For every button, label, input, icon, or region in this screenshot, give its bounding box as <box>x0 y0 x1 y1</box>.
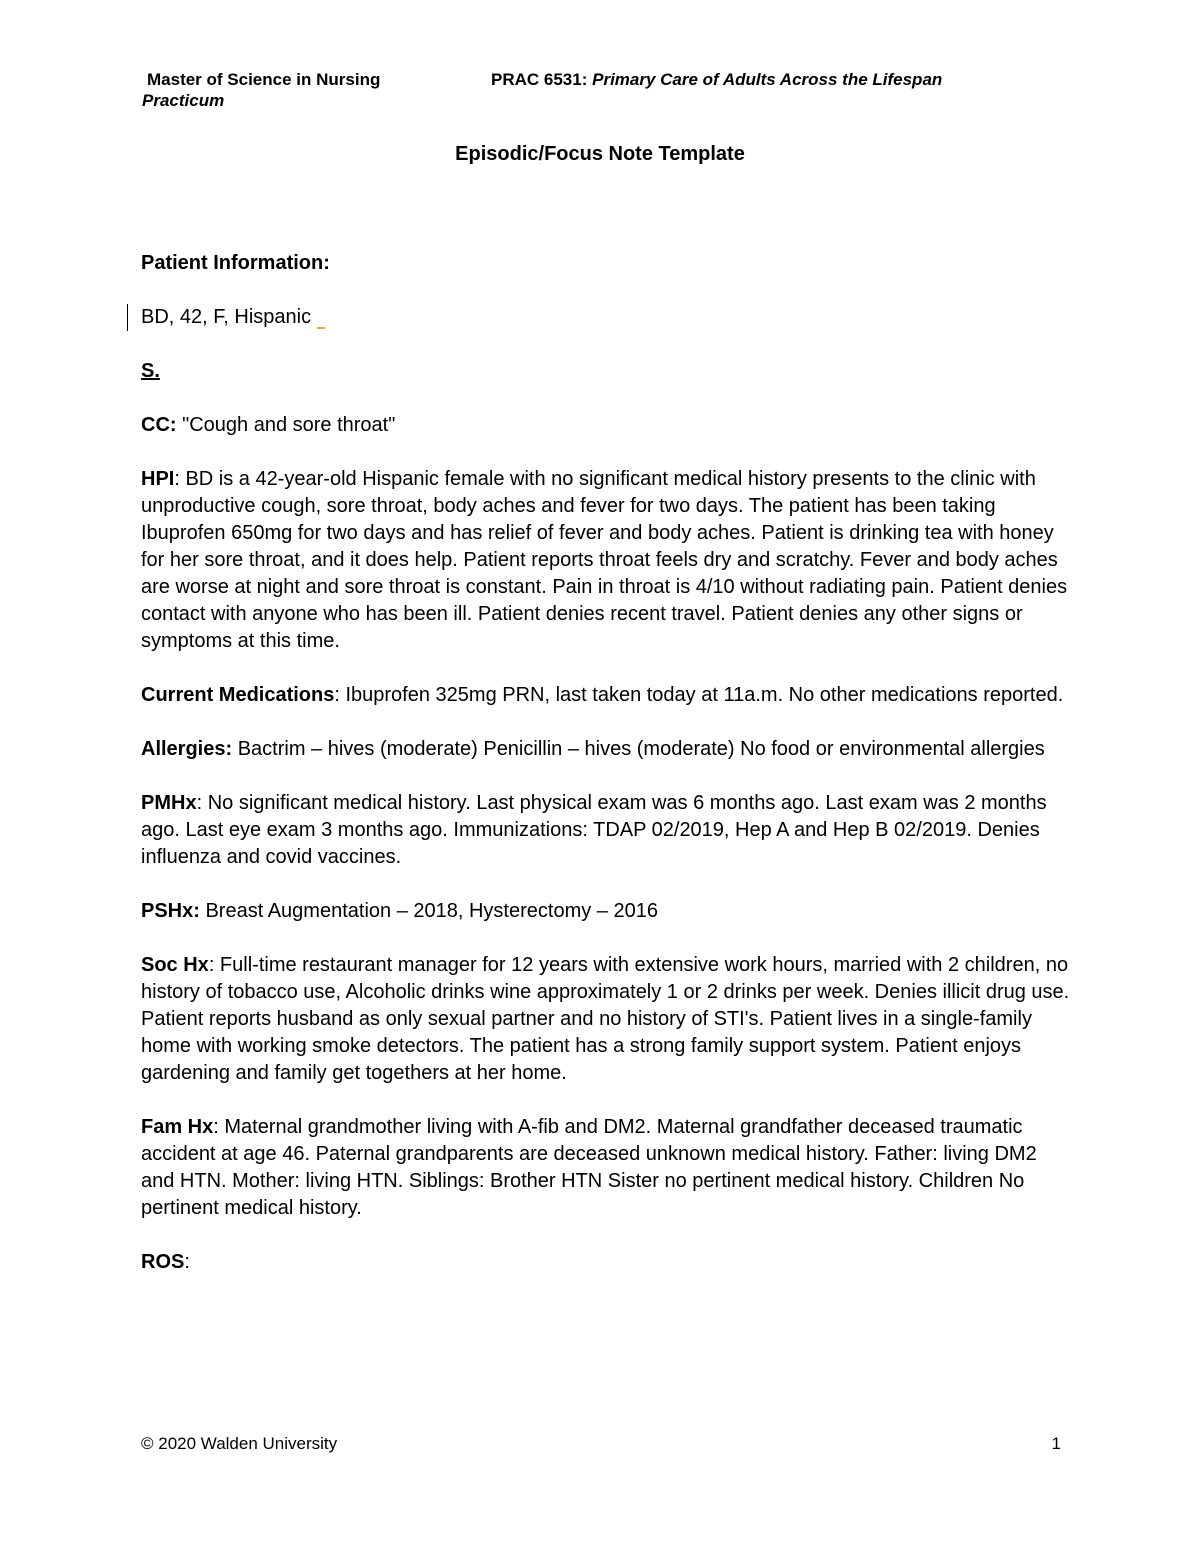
medications-value: : Ibuprofen 325mg PRN, last taken today at 11a.m. No other medications reported. <box>334 684 1064 706</box>
soc-hx-label: Soc Hx <box>141 954 209 976</box>
fam-hx-section <box>141 1114 1071 1222</box>
program-name-line2: Practicum <box>142 91 225 110</box>
allergies-value: Bactrim – hives (moderate) Penicillin – hives (moderate) No food or environmental allergies <box>232 738 1045 760</box>
ros-section <box>141 1249 1071 1276</box>
allergies-label: Allergies: <box>141 738 233 760</box>
fam-hx-value: : Maternal grandmother living with A-fib and DM2. Maternal grandfather deceased traumatic accident at age 46. Paternal grandparents are deceased unknown medical history. Father: living DM2 and HTN. Mother: living HTN. Siblings: Brother HTN Sister no pertinent medical history. Children No pertinent medical history. <box>141 1116 1037 1219</box>
document-title: Episodic/Focus Note Template <box>455 143 745 165</box>
cc-section <box>141 412 1071 439</box>
text-cursor <box>127 304 128 331</box>
hpi-section <box>141 466 1071 655</box>
page-number: 1 <box>1051 1434 1061 1453</box>
allergies-section <box>141 736 1071 763</box>
pshx-value: Breast Augmentation – 2018, Hysterectomy – 2016 <box>199 900 658 922</box>
cc-label: CC: <box>141 414 177 436</box>
copyright: © 2020 Walden University <box>141 1434 338 1453</box>
page-footer <box>141 1434 1061 1454</box>
course-title: Primary Care of Adults Across the Lifespan <box>592 70 943 89</box>
edit-marker <box>317 327 325 329</box>
soc-hx-value: : Full-time restaurant manager for 12 years with extensive work hours, married with 2 children, no history of tobacco use, Alcoholic drinks wine approximately 1 or 2 drinks per week. Denies illicit drug use. Patient reports husband as only sexual partner and no history of STI's. Patient lives in a single-family home with working smoke detectors. The patient has a strong family support system. Patient enjoys gardening and family get togethers at her home. <box>141 954 1070 1084</box>
medications-section <box>141 682 1071 709</box>
patient-info-section <box>141 250 1071 277</box>
note-body[interactable] <box>141 250 1071 1303</box>
hpi-label: HPI <box>141 468 175 490</box>
pshx-section <box>141 898 1071 925</box>
pshx-label: PSHx: <box>141 900 200 922</box>
subjective-heading: S. <box>141 360 160 382</box>
patient-info-label: Patient Information: <box>141 252 330 274</box>
patient-info-value-line <box>141 304 1071 331</box>
medications-label: Current Medications <box>141 684 335 706</box>
hpi-value: : BD is a 42-year-old Hispanic female with no significant medical history presents to the clinic with unproductive cough, sore throat, body aches and fever for two days. The patient has been taking Ibuprofen 650mg for two days and has relief of fever and body aches. Patient is drinking tea with honey for her sore throat, and it does help. Patient reports throat feels dry and scratchy. Fever and body aches are worse at night and sore throat is constant. Pain in throat is 4/10 without radiating pain. Patient denies contact with anyone who has been ill. Patient denies recent travel. Patient denies any other signs or symptoms at this time. <box>141 468 1068 652</box>
fam-hx-label: Fam Hx <box>141 1116 214 1138</box>
ros-value: : <box>184 1251 190 1273</box>
cc-value: "Cough and sore throat" <box>176 414 396 436</box>
soc-hx-section <box>141 952 1071 1087</box>
subjective-section <box>141 358 1071 385</box>
program-name: Master of Science in Nursing <box>147 70 381 89</box>
course-heading <box>491 70 942 90</box>
ros-label: ROS <box>141 1251 185 1273</box>
pmhx-label: PMHx <box>141 792 197 814</box>
pmhx-value: : No significant medical history. Last physical exam was 6 months ago. Last exam was 2 months ago. Last eye exam 3 months ago. Immunizations: TDAP 02/2019, Hep A and Hep B 02/2019. Denies influenza and covid vaccines. <box>141 792 1047 868</box>
course-code: PRAC 6531: <box>491 70 588 89</box>
patient-info-value: BD, 42, F, Hispanic <box>141 306 312 328</box>
pmhx-section <box>141 790 1071 871</box>
